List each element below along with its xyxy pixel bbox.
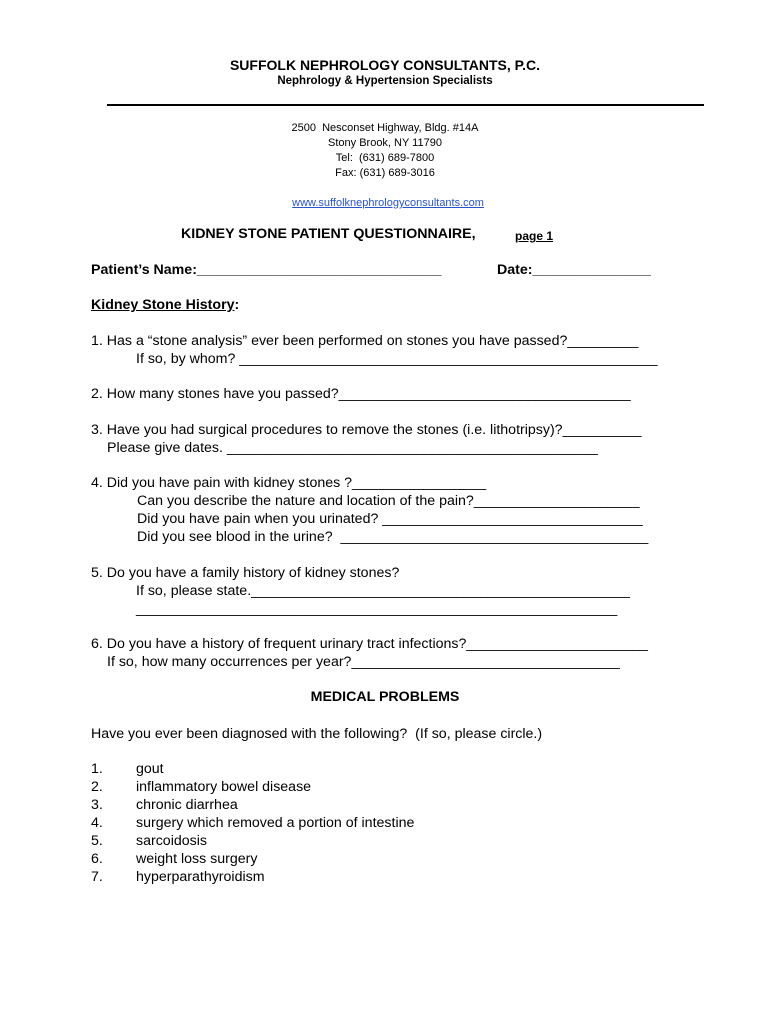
organization-name: SUFFOLK NEPHROLOGY CONSULTANTS, P.C. (229, 57, 541, 73)
list-item-number: 4. (91, 815, 103, 831)
phone-line: Tel: (631) 689-7800 (335, 152, 435, 164)
question-5-followup[interactable]: If so, please state.________________________________________________ (136, 583, 630, 599)
form-title: KIDNEY STONE PATIENT QUESTIONNAIRE, (181, 226, 476, 242)
patient-name-field[interactable]: Patient’s Name:_______________________________ (91, 262, 442, 278)
fax-line: Fax: (631) 689-3016 (335, 167, 435, 179)
list-item[interactable]: hyperparathyroidism (136, 869, 265, 885)
history-heading (91, 297, 239, 313)
medical-prompt: Have you ever been diagnosed with the following? (If so, please circle.) (91, 726, 543, 742)
medical-problems-heading: MEDICAL PROBLEMS (310, 689, 460, 705)
list-item-number: 7. (91, 869, 103, 885)
list-item-number: 3. (91, 797, 103, 813)
question-2[interactable]: 2. How many stones have you passed?_____________________________________ (91, 386, 631, 402)
question-1-followup[interactable]: If so, by whom? _____________________________________________________ (136, 351, 658, 367)
website-link[interactable]: www.suffolknephrologyconsultants.com (292, 197, 484, 209)
list-item-number: 2. (91, 779, 103, 795)
question-4-blood-urine[interactable]: Did you see blood in the urine? _______________________________________ (137, 529, 649, 545)
question-4-pain-nature[interactable]: Can you describe the nature and location of the pain?_____________________ (137, 493, 640, 509)
question-1[interactable]: 1. Has a “stone analysis” ever been performed on stones you have passed?_________ (91, 333, 639, 349)
question-5-extra-line[interactable]: _____________________________________________________________ (136, 601, 618, 617)
question-4[interactable]: 4. Did you have pain with kidney stones ?_________________ (91, 475, 487, 491)
header-divider (107, 104, 704, 106)
question-4-pain-urination[interactable]: Did you have pain when you urinated? _________________________________ (137, 511, 643, 527)
list-item-number: 6. (91, 851, 103, 867)
list-item[interactable]: chronic diarrhea (136, 797, 238, 813)
list-item[interactable]: inflammatory bowel disease (136, 779, 312, 795)
address-line-2: Stony Brook, NY 11790 (328, 137, 442, 149)
page-label: page 1 (515, 229, 554, 243)
date-field[interactable]: Date:_______________ (497, 262, 651, 278)
list-item-number: 5. (91, 833, 103, 849)
address-line-1: 2500 Nesconset Highway, Bldg. #14A (291, 122, 479, 134)
question-6-followup[interactable]: If so, how many occurrences per year?__________________________________ (107, 654, 620, 670)
list-item[interactable]: sarcoidosis (136, 833, 207, 849)
history-heading-text: Kidney Stone History (91, 297, 235, 313)
question-3-followup[interactable]: Please give dates. _______________________________________________ (107, 440, 598, 456)
question-6[interactable]: 6. Do you have a history of frequent urinary tract infections?_______________________ (91, 636, 648, 652)
list-item[interactable]: surgery which removed a portion of intestine (136, 815, 415, 831)
list-item[interactable]: weight loss surgery (136, 851, 258, 867)
list-item[interactable]: gout (136, 761, 164, 777)
question-5[interactable]: 5. Do you have a family history of kidney stones? (91, 565, 400, 581)
question-3[interactable]: 3. Have you had surgical procedures to remove the stones (i.e. lithotripsy)?__________ (91, 422, 642, 438)
organization-subtitle: Nephrology & Hypertension Specialists (277, 75, 493, 87)
list-item-number: 1. (91, 761, 103, 777)
history-heading-colon: : (234, 297, 240, 313)
